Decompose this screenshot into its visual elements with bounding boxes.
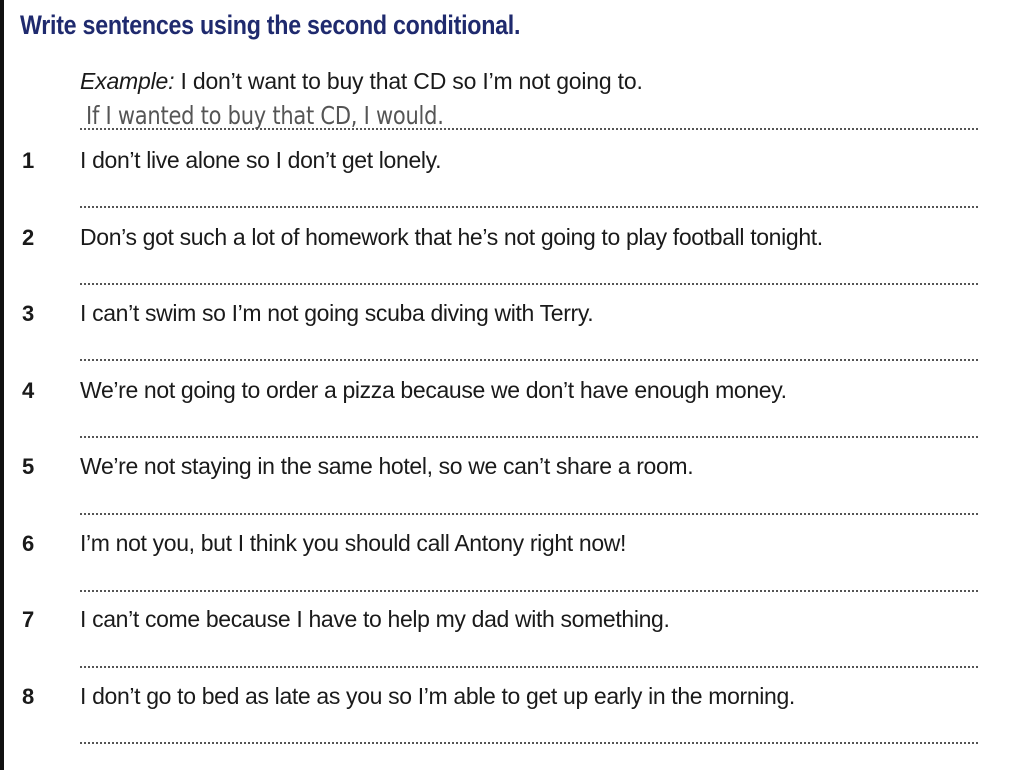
item-number: 5 [22, 454, 35, 479]
item-sentence: I’m not you, but I think you should call Antony right now! [80, 530, 627, 556]
item-number: 6 [22, 531, 35, 556]
item-number: 1 [22, 148, 35, 173]
exercise-instructions: Write sentences using the second conditional. [20, 10, 521, 40]
answer-line-6[interactable] [80, 590, 978, 592]
answer-line-4[interactable] [80, 436, 978, 438]
item-sentence: I don’t live alone so I don’t get lonely. [80, 147, 442, 173]
item-number: 7 [22, 607, 35, 632]
item-number: 8 [22, 684, 35, 709]
item-number: 3 [22, 301, 35, 326]
example-answer-handwritten: If I wanted to buy that CD, I would. [86, 101, 444, 130]
answer-line-8[interactable] [80, 742, 978, 744]
answer-line-2[interactable] [80, 283, 978, 285]
page-left-border [0, 0, 4, 770]
example-text: I don’t want to buy that CD so I’m not going to. [180, 68, 643, 94]
item-sentence: Don’s got such a lot of homework that he’s not going to play football tonight. [80, 224, 823, 250]
answer-line-1[interactable] [80, 206, 978, 208]
item-sentence: I can’t come because I have to help my dad with something. [80, 606, 670, 632]
item-sentence: We’re not going to order a pizza because we don’t have enough money. [80, 377, 787, 403]
item-sentence: We’re not staying in the same hotel, so we can’t share a room. [80, 453, 694, 479]
item-sentence: I don’t go to bed as late as you so I’m able to get up early in the morning. [80, 683, 795, 709]
item-sentence: I can’t swim so I’m not going scuba diving with Terry. [80, 300, 594, 326]
item-number: 4 [22, 378, 35, 403]
answer-line-5[interactable] [80, 513, 978, 515]
example-label: Example: [80, 68, 175, 94]
answer-line-7[interactable] [80, 666, 978, 668]
example-answer-line [80, 128, 978, 130]
example-sentence [80, 68, 643, 95]
item-number: 2 [22, 225, 35, 250]
answer-line-3[interactable] [80, 359, 978, 361]
